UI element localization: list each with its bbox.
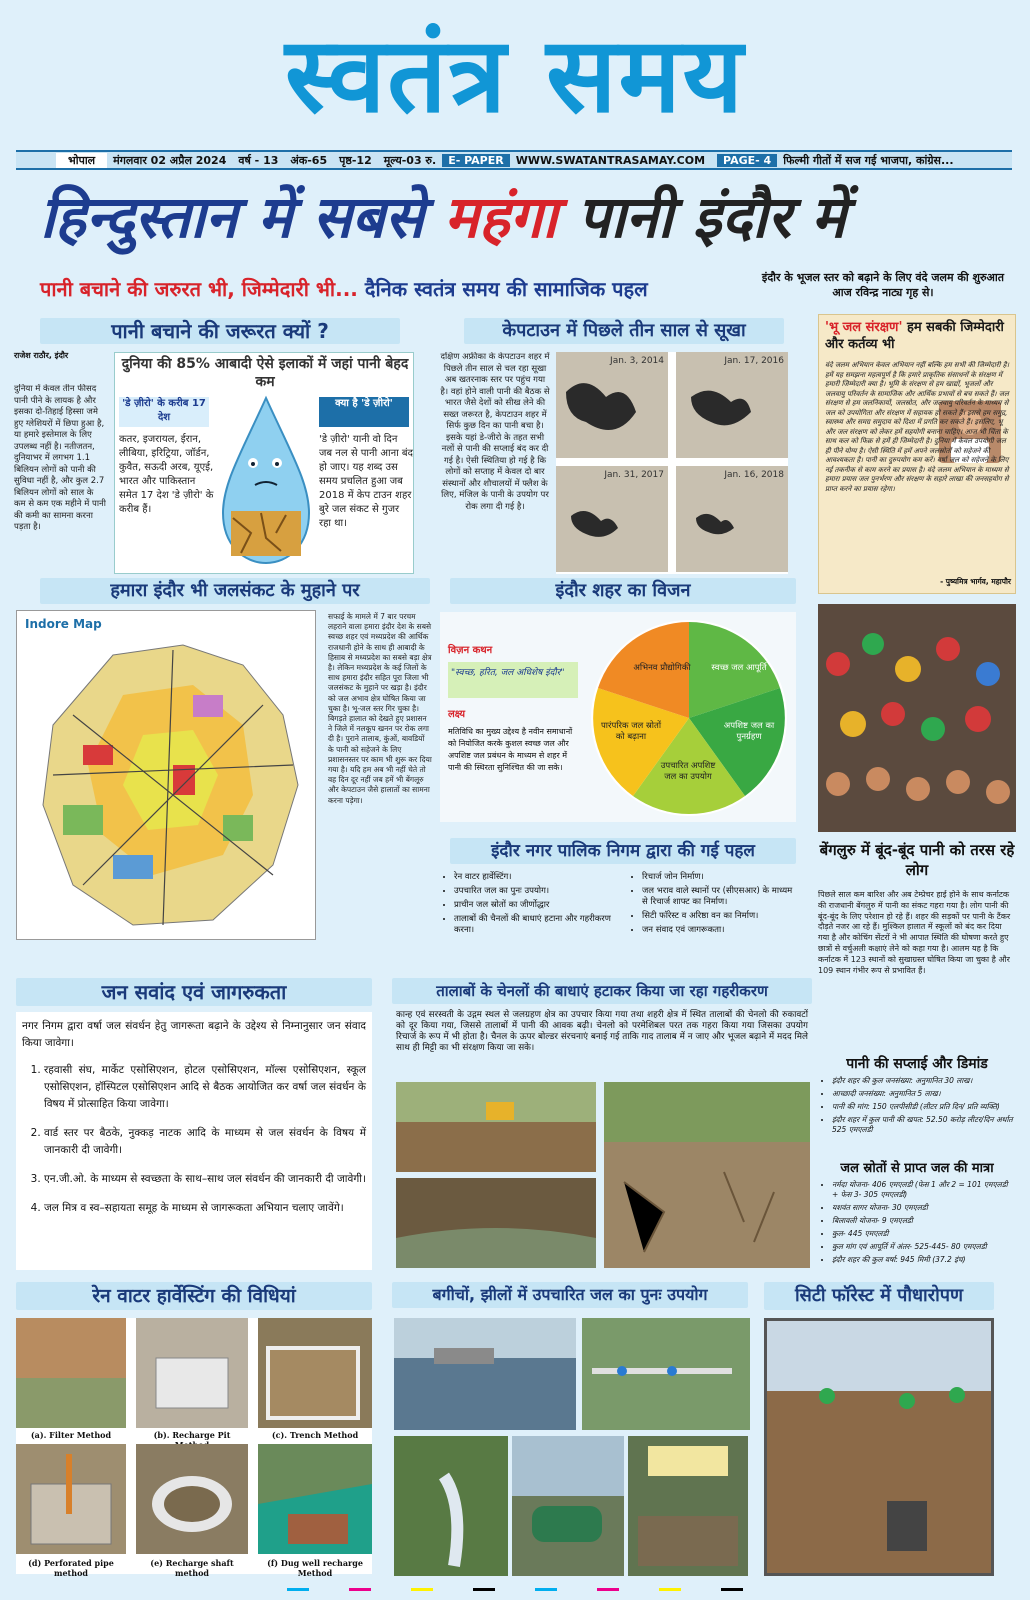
responsibility-body: वंदे जलम अभियान केवल अभियान नहीं बल्कि हम सभी की जिम्मेदारी है। हमें यह समझना महत्वपूर्ण है कि हमारे प्राकृतिक संसाधनों के संरक्षण में हमारी जिम्मेदारी क्या है। भूमि के संरक्षण से हम खाद्यों, भूजलों और जलवायु परिवर्तन के सामाजिक और आर्थिक प्रभावों से बच सकते हैं। जल संरक्षण से हम जलनिकायों, जलस्रोत, और जलवायु परिवर्तन के माध्यम से जल को उपयोगिता और संरक्षण में सहायक हो सकते हैं। इससे हम समुद्र, स्वास्थ्य और समग्र समुदाय को दिशा में प्रगति कर सकते हैं। इसलिए, भू और जल संरक्षण को लेकर हमें सहयोगी बनाना चाहिए। आज भी चिंता के साथ कल को फिक्र से हमें ही जिम्मेदारी है। दुनिया में केवल उपयोगी जल ही पीने योग्य है। ऐसी स्थिति में हमें अपने जलस्रोतों को सहेजने की आवश्यकता है। पानी का दुरुपयोग कम करें। वर्षा जल को सहेजने के लिए नई तकनीक से काम करने का प्रयास है। वंदे जलम अभियान के माध्यम से हमारा प्रयास जल पुनर्भरण और संरक्षण के सहारे लाखा की जनसहयोग से प्राप्त करने का प्रयास रहेगा। bbox=[825, 361, 1010, 493]
sources-list bbox=[818, 1180, 1016, 1276]
bengaluru-heading: बेंगलुरु में बूंद-बूंद पानी को तरस रहे लोग bbox=[819, 841, 1015, 879]
satellite-image-3 bbox=[556, 466, 668, 572]
page-number: PAGE- 4 bbox=[717, 154, 777, 167]
jan-samvad-list bbox=[22, 1062, 366, 1229]
indore-crisis-body: सफाई के मामले में 7 बार परचम लहराने वाला हमारा इंदौर देश के सबसे स्वच्छ शहर एवं मध्यप्रदेश की आर्थिक राजधानी होने के साथ ही आबादी के हिसाब से मध्यप्रदेश का सबसे बड़ा क्षेत्र है। लेकिन मध्यप्रदेश के कई जिलों के साथ हमारा इंदौर सहित पूरा जिला भी जलसंकट के मुहाने पर खड़ा है। इंदौर को जल अभाव क्षेत्र घोषित किया जा चुका है। भू-जल स्तर गिर चुका है। बिगड़ते हालात को देखते हुए प्रशासन ने जिले में नलकूप खनन पर रोक लगा दी है। पुराने तालाब, कुंओं, बावडियों के पानी को सहेजने के लिए प्रशासनस्तर पर काम भी शुरू कर दिया गया है। यदि हम अब भी नहीं चेते तो वह दिन दूर नहीं जब हमें भी बेंगलूरु और केपटाउन जैसे हालातों का सामना करना पड़ेगा। bbox=[328, 612, 432, 805]
capetown-heading: केपटाउन में पिछले तीन साल से सूखा bbox=[464, 318, 784, 344]
satellite-image-4 bbox=[676, 466, 788, 572]
why-body: दुनिया में केवल तीन फीसद पानी पीने के लायक है और इसका दो-तिहाई हिस्सा जमे हुए ग्लेशियरों में छिपा हुआ है, या हमारे इस्तेमाल के लिए उपलब्ध नहीं है। नतीजतन, दुनियाभर में लगभग 1.1 बिलियन लोगों को पानी की सुविधा नहीं है, और कुल 2.7 बिलियन लोगों को साल के कम से कम एक महीने में पानी की कमी का सामना करना पड़ता है। bbox=[14, 384, 106, 532]
municipal-left-item: • तालाबों की चैनलों की बाधाएं हटाना और गहरीकरण करना। bbox=[454, 914, 620, 936]
jan-samvad-item: 3. एन.जी.ओ. के माध्यम से स्वच्छता के साथ–साथ जल संवर्धन की जानकारी दी जावेगी। bbox=[44, 1171, 366, 1188]
magenta-mark bbox=[349, 1588, 371, 1591]
rwh-caption-e: (e) Recharge shaft method bbox=[150, 1558, 234, 1578]
magenta-mark bbox=[597, 1588, 619, 1591]
lakes-heading: तालाबों के चेनलों की बाधाएं हटाकर किया जा रहा गहरीकरण bbox=[392, 978, 812, 1004]
date-4: Jan. 16, 2018 bbox=[724, 470, 784, 480]
reuse-heading: बगीचों, झीलों में उपचारित जल का पुनः उपयोग bbox=[392, 1282, 748, 1308]
municipal-right-list bbox=[628, 872, 798, 952]
vision-panel bbox=[440, 612, 796, 822]
sources-heading: जल स्रोतों से प्राप्त जल की मात्रा bbox=[840, 1161, 994, 1176]
channel-illustration bbox=[396, 1178, 596, 1268]
epaper-badge: E- PAPER bbox=[442, 154, 510, 167]
municipal-left-list bbox=[440, 872, 620, 952]
vision-seg1: अभिनव प्रौद्योगिकी bbox=[633, 663, 691, 673]
rwh-photo-c bbox=[258, 1318, 372, 1428]
source-item: • यशवंत सागर योजना- 30 एमएलडी bbox=[832, 1203, 1016, 1213]
infographic-box bbox=[114, 352, 414, 574]
reuse-photo-1 bbox=[394, 1318, 576, 1430]
subhead-blue: दैनिक स्वतंत्र समय की सामाजिक पहल bbox=[357, 277, 648, 301]
responsibility-box bbox=[818, 314, 1016, 594]
infographic-title: दुनिया की 85% आबादी ऐसे इलाकों में जहां पानी बेहद कम bbox=[121, 356, 409, 390]
reuse-photo-4 bbox=[512, 1436, 624, 1576]
vision-seg5: पारंपरिक जल स्रोतों को बढ़ाना bbox=[600, 721, 662, 742]
jan-samvad-intro: नगर निगम द्वारा वर्षा जल संवर्धन हेतु जागरूता बढ़ाने के उद्देश्य से निम्नानुसार जन संवाद किया जावेगा। bbox=[22, 1020, 366, 1049]
municipal-right-item: • सिटी फॉरेस्ट व अरिष्ठा वन का निर्माण। bbox=[642, 911, 798, 922]
supply-item: • पानी की मांग: 150 एलपीसीडी (लीटर प्रति दिन/ प्रति व्यक्ति) bbox=[832, 1102, 1016, 1112]
vision-seg3: अपशिष्ट जल का पुनर्ग्रहण bbox=[723, 721, 775, 742]
cyan-mark bbox=[535, 1588, 557, 1591]
satellite-image-1 bbox=[556, 352, 668, 458]
rwh-heading: रेन वाटर हार्वेस्टिंग की विधियां bbox=[16, 1282, 372, 1310]
issue-label: अंक-65 bbox=[290, 153, 328, 167]
lakes-body: कान्ह एवं सरस्वती के उद्गम स्थल से जलग्रहण क्षेत्र का उपचार किया गया तथा शहरी क्षेत्र में स्थित तालाबों की चेनलो की रुकावटों को दूर किया गया, जिससे तालाबों में पानी की आवक बढ़ी। चेनलो को परमेशिबल परत तक गहरा किया गया जिसका उपयोग रिचार्ज के रूप में भी होता है। चैनल के ऊपर बोल्डर संरचनाएं बनाई गई ताकि गाद तालाब में न जाए और भूजल बढ़ाने में मदद मिले साथ ही मिट्टी का भी संरक्षण किया जा सके। bbox=[396, 1010, 808, 1053]
reuse-photo-3 bbox=[394, 1436, 508, 1576]
main-headline bbox=[40, 180, 1000, 255]
black-mark bbox=[473, 1588, 495, 1591]
source-item: • कुल- 445 एमएलडी bbox=[832, 1229, 1016, 1239]
satellite-grid bbox=[556, 352, 788, 574]
rwh-caption-c: (c). Trench Method bbox=[271, 1430, 359, 1440]
supply-item: • आच्छादी जनसंख्या: अनुमानित 5 लाख। bbox=[832, 1089, 1016, 1099]
subheadline bbox=[40, 275, 760, 305]
municipal-heading: इंदौर नगर पालिक निगम द्वारा की गई पहल bbox=[450, 838, 796, 864]
forest-photo bbox=[764, 1318, 994, 1576]
forest-heading: सिटी फॉरेस्ट में पौधारोपण bbox=[764, 1282, 994, 1310]
municipal-left-item: • उपचारित जल का पुनः उपयोग। bbox=[454, 886, 620, 897]
pages-label: पृष्ठ-12 bbox=[339, 153, 372, 167]
teaser-text: फिल्मी गीतों में सज गई भाजपा, कांग्रेस... bbox=[783, 153, 954, 167]
excavation-illustration bbox=[396, 1082, 596, 1172]
rwh-photo-a bbox=[16, 1318, 126, 1428]
website-link[interactable]: WWW.SWATANTRASAMAY.COM bbox=[515, 153, 706, 167]
map-label: Indore Map bbox=[25, 617, 102, 631]
masthead-title: स्वतंत्र समय bbox=[285, 14, 745, 136]
year-label: वर्ष - 13 bbox=[238, 153, 279, 167]
responsibility-heading bbox=[825, 319, 1011, 355]
info-bar bbox=[16, 150, 1012, 170]
indore-crisis-heading: हमारा इंदौर भी जलसंकट के मुहाने पर bbox=[40, 578, 430, 604]
jan-samvad-item: 4. जल मित्र व स्व–सहायता समूह के माध्यम से जागरूकता अभियान चलाए जावेंगे। bbox=[44, 1200, 366, 1217]
dry-lake-illustration bbox=[604, 1082, 810, 1268]
satellite-image-2 bbox=[676, 352, 788, 458]
rwh-photo-d bbox=[16, 1444, 126, 1554]
city-map-graphic bbox=[23, 635, 311, 935]
date-3: Jan. 31, 2017 bbox=[604, 470, 664, 480]
municipal-right-item: • जल भराव वाले स्थानों पर (सीएसआर) के माध्यम से रिचार्ज शाफ्ट का निर्माण। bbox=[642, 886, 798, 908]
jan-samvad-heading: जन सवांद एवं जागरुकता bbox=[16, 978, 372, 1006]
capetown-body: दक्षिण अफ्रीका के केपटाउन शहर में पिछले तीन साल से चल रहा सूखा अब खतरनाक स्तर पर पहुंच गया है। वहां होने वाली पानी की बैठक से भारत जैसे देशों को सीख लेने की सख्त जरूरत है, केपटाउन शहर में सिर्फ कुछ दिन का पानी बचा है। इसके यहां डे-जीरो के तहत सभी नलों से पानी की सप्लाई बंद कर दी गई है। ऐसी स्थितिया हो गई है कि लोगों को सप्ताह में केवल दो बार संस्थानों और शौचालयों में फ्लैश के लिए, मंजिल के पानी के उपयोग पर रोक लगा दी गई है। bbox=[440, 352, 550, 512]
municipal-left-item: • प्राचीन जल स्रोतों का जीर्णोद्धार bbox=[454, 900, 620, 911]
vision-heading: इंदौर शहर का विजन bbox=[450, 578, 796, 604]
left-label: 'डे ज़ीरो' के करीब 17 देश bbox=[119, 397, 209, 427]
rwh-caption-d: (d) Perforated pipe method bbox=[28, 1558, 114, 1578]
rwh-photo-f bbox=[258, 1444, 372, 1554]
reuse-photo-2 bbox=[582, 1318, 750, 1430]
municipal-right-item: • रिचार्ज जोन निर्माण। bbox=[642, 872, 798, 883]
headline-part2: महंगा bbox=[444, 183, 558, 251]
print-registration-marks bbox=[0, 1588, 1030, 1594]
reservoir-shape bbox=[676, 466, 788, 572]
jan-samvad-box bbox=[16, 1012, 372, 1270]
source-item: • इंदौर शहर की कुल वर्षा: 945 मिमी (37.2 इंच) bbox=[832, 1255, 1016, 1265]
left-text: कतर, इजरायल, ईरान, लीबिया, इरिट्रिया, जॉर्डन, कुवैत, सऊदी अरब, यूएई, भारत और पाकिस्तान समेत 17 देश 'डे ज़ीरो' के करीब हैं। bbox=[119, 434, 214, 515]
vision-quote: "स्वच्छ, हरित, जल अधिशेष इंदौर" bbox=[448, 662, 578, 698]
vision-goal: मतिविधि का मुख्य उद्देश्य है नवीन समाधानों को नियोजित करके कुशल स्वच्छ जल और अपशिष्ट जल प्रबंधन के माध्यम से शहर में पानी की स्थिरता सुनिश्चित की जा सके। bbox=[448, 727, 573, 772]
why-byline: राजेश राठौर, इंदौर bbox=[14, 351, 69, 360]
jan-samvad-item: 2. वार्ड स्तर पर बैठके, नुक्कड़ नाटक आदि के माध्यम से जल संवर्धन के विषय में जानकारी दी जावेगी। bbox=[44, 1125, 366, 1159]
reservoir-shape bbox=[556, 466, 668, 572]
lake-photo-1 bbox=[396, 1082, 596, 1172]
rwh-photo-e bbox=[136, 1444, 248, 1554]
responsibility-author: - पुष्यमित्र भार्गव, महापौर bbox=[940, 577, 1011, 586]
vision-label2: लक्ष्य bbox=[448, 709, 466, 720]
vision-cycle-chart bbox=[586, 616, 792, 820]
cyan-mark bbox=[287, 1588, 309, 1591]
water-drop-icon bbox=[211, 393, 321, 568]
why-heading: पानी बचाने की जरूरत क्यों ? bbox=[40, 318, 400, 344]
responsibility-heading-red: 'भू जल संरक्षण' bbox=[825, 320, 903, 335]
responsibility-heading-rest: हम सबकी जिम्मेदारी और कर्तव्य भी bbox=[825, 320, 1004, 352]
rwh-caption-f: (f) Dug well recharge Method bbox=[267, 1558, 363, 1578]
right-text: 'डे ज़ीरो' यानी वो दिन जब नल से पानी आना बंद हो जाए। यह शब्द उस समय प्रचलित हुआ जब 2018 में केप टाउन शहर बुरे जल संकट से गुजर रहा था। bbox=[319, 434, 413, 529]
rwh-caption-b: (b). Recharge Pit bbox=[153, 1430, 231, 1440]
indore-map bbox=[16, 610, 316, 940]
rwh-caption-a: (a). Filter Method bbox=[30, 1430, 112, 1440]
source-item: • नर्मदा योजना- 406 एमएलडी (फेस 1 और 2 = 101 एमएलडी + फेस 3- 305 एमएलडी) bbox=[832, 1180, 1016, 1200]
reservoir-shape bbox=[556, 352, 668, 458]
reservoir-shape bbox=[676, 352, 788, 458]
subhead-red: पानी बचाने की जरुरत भी, जिम्मेदारी भी... bbox=[40, 277, 358, 301]
headline-part3: पानी इंदौर में bbox=[557, 183, 846, 251]
price-label: मूल्य-03 रु. bbox=[383, 153, 437, 167]
vision-seg4: उपचारित अपशिष्ट जल का उपयोग bbox=[660, 761, 716, 782]
black-mark bbox=[721, 1588, 743, 1591]
city-label: भोपाल bbox=[56, 153, 107, 168]
supply-list bbox=[818, 1076, 1016, 1156]
right-label: क्या है 'डे ज़ीरो' bbox=[319, 397, 409, 427]
date-label: मंगलवार 02 अप्रैल 2024 bbox=[113, 153, 227, 167]
crowd-illustration bbox=[818, 604, 1016, 832]
date-1: Jan. 3, 2014 bbox=[610, 356, 664, 366]
supply-item: • इंदौर शहर की कुल जनसंख्या: अनुमानित 30 लाख। bbox=[832, 1076, 1016, 1086]
headline-part1: हिन्दुस्तान में सबसे bbox=[40, 183, 445, 251]
vision-seg2: स्वच्छ जल आपूर्ति bbox=[711, 663, 767, 673]
rwh-photo-b bbox=[136, 1318, 248, 1428]
yellow-mark bbox=[411, 1588, 433, 1591]
bengaluru-body: पिछले साल कम बारिश और अब टेम्प्रेचर हाई होने के साथ कर्नाटक की राजधानी बेंगलुरु में पानी का संकट गहरा गया है। लोग पानी की बूंद-बूंद के लिए परेशान हो रहे हैं। शहर की सड़कों पर पानी के टैंकर दौड़ते नजर आ रहे हैं। मुश्किल हालात में स्कूलों को बंद कर दिया गया है और कोचिंग सेंटरों ने भी आपात स्थिति की घोषणा करते हुए छात्रों से वर्चुअली कक्षाएं लेने को कहा गया है। आलम यह है कि कर्नाटक में 123 स्थानों को सुखाग्रस्त घोषित किया जा चुका है और 109 स्थान गंभीर रूप से प्रभावित हैं। bbox=[818, 890, 1011, 975]
source-item: • कुल मांग एवं आपूर्ति में अंतर- 525-445- 80 एमएलडी bbox=[832, 1242, 1016, 1252]
side-note: इंदौर के भूजल स्तर को बढ़ाने के लिए वंदे जलम की शुरुआत आज रविन्द्र नाट्य गृह से। bbox=[761, 271, 1005, 299]
municipal-left-item: • रेन वाटर हार्वेस्टिंग। bbox=[454, 872, 620, 883]
vision-label1: विज़न कथन bbox=[448, 645, 493, 656]
reuse-photo-5 bbox=[628, 1436, 748, 1576]
municipal-right-item: • जन संवाद एवं जागरूकता। bbox=[642, 925, 798, 936]
supply-item: • इंदौर शहर में कुल पानी की खपत: 52.50 करोड़ लीटर/दिन अर्थात 525 एमएलडी bbox=[832, 1115, 1016, 1135]
supply-heading: पानी की सप्लाई और डिमांड bbox=[846, 1056, 988, 1072]
lake-photo-2 bbox=[396, 1178, 596, 1268]
jan-samvad-item: 1. रहवासी संघ, मार्केट एसोसिएशन, होटल एसोसिएशन, मॉल्स एसोसिएशन, स्कूल एसोसिएशन, हॉस्पिटल एसोसिएशन आदि से बैठक आयोजित कर वर्षा जल संवर्धन के विषय में प्रोत्साहित किया जावेगा। bbox=[44, 1062, 366, 1113]
bengaluru-crowd-photo bbox=[818, 604, 1016, 832]
yellow-mark bbox=[659, 1588, 681, 1591]
date-2: Jan. 17, 2016 bbox=[724, 356, 784, 366]
lake-photo-3 bbox=[604, 1082, 810, 1268]
source-item: • बिलावली योजना- 9 एमएलडी bbox=[832, 1216, 1016, 1226]
rwh-grid bbox=[16, 1318, 372, 1578]
